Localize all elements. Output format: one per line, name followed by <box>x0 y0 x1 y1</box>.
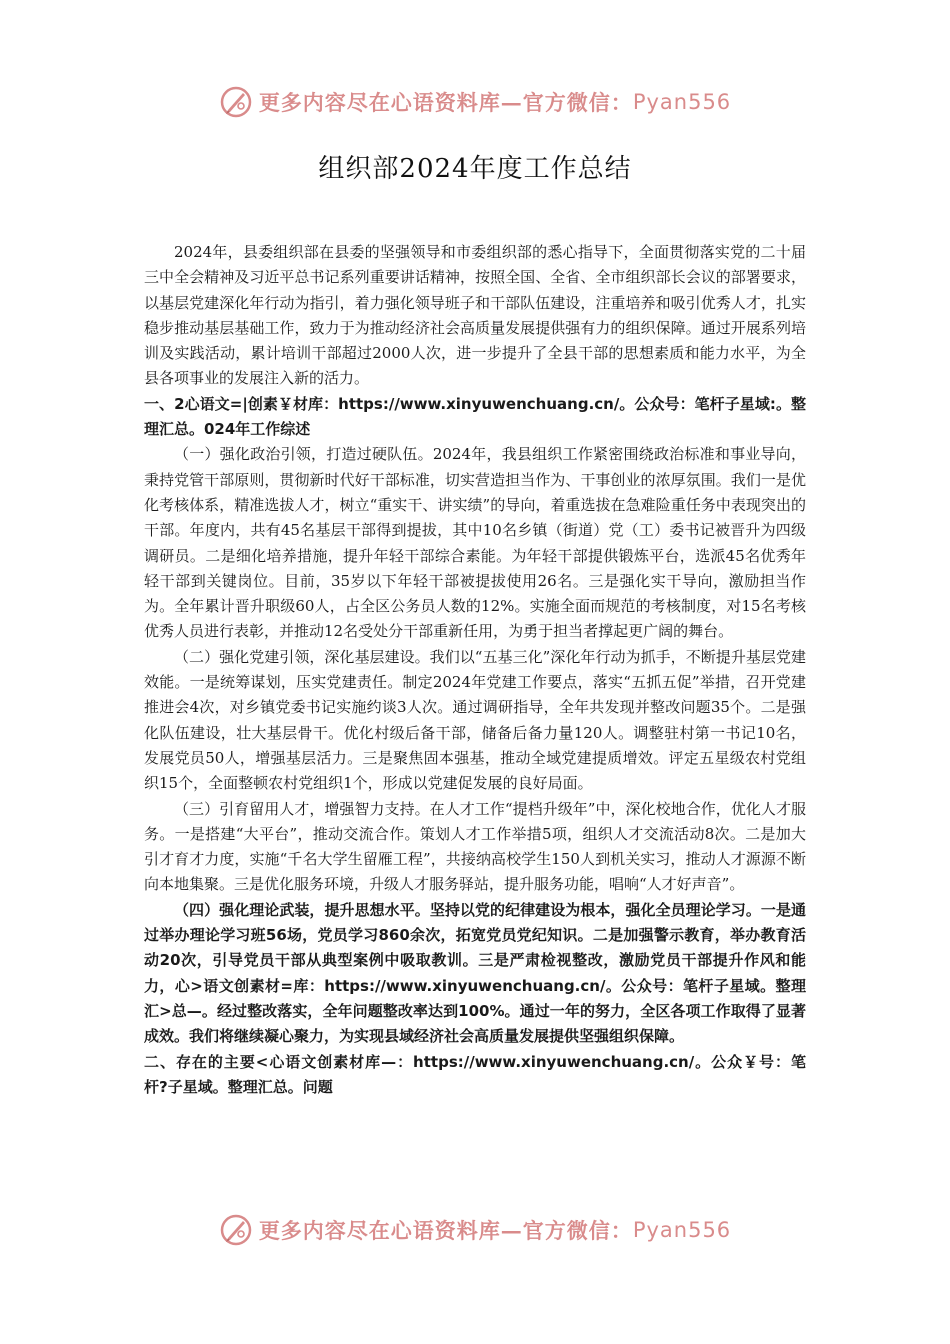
footer-watermark <box>0 1210 950 1250</box>
section-heading-1: 一、2心语文=|创素￥材库：https://www.xinyuwenchuang.cn/。公众号：笔杆子星域:。整理汇总。024年工作综述 <box>144 394 806 439</box>
watermark-wechat-id: Pyan556 <box>632 1218 732 1242</box>
header-watermark <box>0 82 950 122</box>
section-paragraph-1: （一）强化政治引领，打造过硬队伍。2024年，我县组织工作紧密围绕政治标准和事业导向，秉持党管干部原则，贯彻新时代好干部标准，切实营造担当作为、干事创业的浓厚氛围。我们一是优化考核体系，精准选拔人才，树立“重实干、讲实绩”的导向，着重选拔在急难险重任务中表现突出的干部。年度内，共有45名基层干部得到提拔，其中10名乡镇（街道）党（工）委书记被晋升为四级调研员。二是细化培养措施，提升年轻干部综合素能。为年轻干部提供锻炼平台，选派45名优秀年轻干部到关键岗位。目前，35岁以下年轻干部被提拔使用26名。三是强化实干导向，激励担当作为。全年累计晋升职级60人，占全区公务员人数的12%。实施全面而规范的考核制度，对15名考核优秀人员进行表彰，并推动12名受处分干部重新任用，为勇于担当者撑起更广阔的舞台。 <box>144 445 806 641</box>
section-paragraph-2: （二）强化党建引领，深化基层建设。我们以“五基三化”深化年行动为抓手，不断提升基层党建效能。一是统筹谋划，压实党建责任。制定2024年党建工作要点，落实“五抓五促”举措，召开党建推进会4次，对乡镇党委书记实施约谈3人次。通过调研指导，全年共发现并整改问题35个。二是强化队伍建设，壮大基层骨干。优化村级后备干部，储备后备力量120人。调整驻村第一书记10名，发展党员50人，增强基层活力。三是聚焦固本强基，推动全域党建提质增效。评定五星级农村党组织15个，全面整顿农村党组织1个，形成以党建促发展的良好局面。 <box>144 647 806 793</box>
quill-pen-seal-icon <box>219 85 253 119</box>
document-title: 组织部2024年度工作总结 <box>318 154 632 184</box>
quill-pen-seal-icon <box>219 1213 253 1247</box>
intro-paragraph: 2024年，县委组织部在县委的坚强领导和市委组织部的悉心指导下，全面贯彻落实党的二十届三中全会精神及习近平总书记系列重要讲话精神，按照全国、全省、全市组织部长会议的部署要求，以基层党建深化年行动为指引，着力强化领导班子和干部队伍建设，注重培养和吸引优秀人才，扎实稳步推动基层基础工作，致力于为推动经济社会高质量发展提供强有力的组织保障。通过开展系列培训及实践活动，累计培训干部超过2000人次，进一步提升了全县干部的思想素质和能力水平，为全县各项事业的发展注入新的活力。 <box>144 243 806 388</box>
section-paragraph-3: （三）引育留用人才，增强智力支持。在人才工作“提档升级年”中，深化校地合作，优化人才服务。一是搭建“大平台”，推动交流合作。策划人才工作举措5项，组织人才交流活动8次。二是加大引才育才力度，实施“千名大学生留雁工程”，共接纳高校学生150人到机关实习，推动人才源源不断向本地集聚。三是优化服务环境，升级人才服务驿站，提升服务功能，唱响“人才好声音”。 <box>144 799 806 894</box>
section-paragraph-4: （四）强化理论武装，提升思想水平。坚持以党的纪律建设为根本，强化全员理论学习。一是通过举办理论学习班56场，党员学习860余次，拓宽党员党纪知识。二是加强警示教育，举办教育活动20次，引导党员干部从典型案例中吸取教训。三是严肃检视整改，激励党员干部提升作风和能力，心>语文创素材=库：https://www.xinyuwenchuang.cn/。公众号：笔杆子星域。整理汇>总—。经过整改落实，全年问题整改率达到100%。通过一年的努力，全区各项工作取得了显著成效。我们将继续凝心聚力，为实现县域经济社会高质量发展提供坚强组织保障。 <box>144 900 806 1046</box>
watermark-text: 更多内容尽在心语资料库—官方微信： <box>258 1218 633 1243</box>
watermark-text: 更多内容尽在心语资料库—官方微信： <box>258 90 633 115</box>
section-heading-2: 二、存在的主要<心语文创素材库—：https://www.xinyuwenchuang.cn/。公众￥号：笔杆?子星域。整理汇总。问题 <box>144 1052 806 1096</box>
document-body <box>144 240 806 1100</box>
watermark-wechat-id: Pyan556 <box>632 90 732 114</box>
